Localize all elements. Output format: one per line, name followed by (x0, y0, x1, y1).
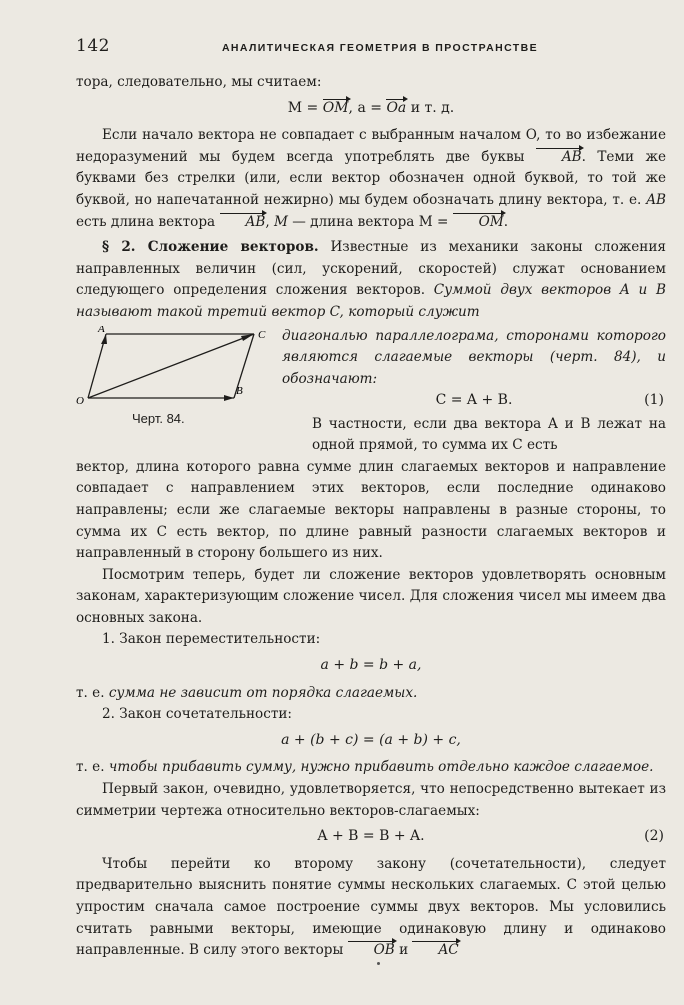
text-span: 2. Закон сочетательности: (102, 706, 293, 723)
formula-part: , a = (348, 99, 382, 116)
paragraph-collinear (76, 457, 666, 565)
length-m: M (273, 213, 288, 230)
law-1-meaning (76, 683, 666, 705)
paragraph-notation (76, 125, 666, 233)
text-span: тора, следовательно, мы считаем: (76, 74, 322, 90)
formula-vector-notation (76, 98, 666, 120)
text-span: т. е. (76, 759, 105, 776)
formula-1 (282, 390, 666, 412)
arrow-b (224, 395, 234, 401)
text-span: . (503, 213, 509, 230)
figure-caption: Черт. 84. (132, 410, 185, 426)
text-line (76, 72, 666, 94)
vector-ab: AB (220, 212, 266, 234)
law-2-title (76, 704, 666, 726)
equation-number: (1) (644, 392, 664, 409)
vector-om: OM (453, 212, 504, 234)
vector-ab: AB (536, 147, 582, 169)
definition-continued: диагональю параллелограма, сторонами которого являются слагаемые векторы (черт. 84), и обозначают: (282, 327, 666, 387)
print-speck (377, 962, 380, 965)
length-ab: AB (646, 191, 666, 208)
figure-block (76, 325, 666, 426)
label-c: C (258, 328, 266, 341)
figure-side-text (282, 326, 666, 412)
formula-associative: a + (b + c) = (a + b) + c, (281, 731, 461, 748)
text-span: . Теми же буквами без стрелки (или, если вектор обозначен одной буквой, то той же буквой, но напечатанной нежирно) мы будем обозначать длину вектора, т. е. (76, 148, 666, 208)
text-span: В частности, если два вектора A и B лежат на одной прямой, то сумма их C есть (312, 415, 666, 454)
equation-number: (2) (644, 828, 664, 845)
text-span: Чтобы перейти ко второму закону (сочетательности), следует предварительно выяснить понятие суммы нескольких слагаемых. С этой целью упростим сначала самое построение суммы двух векторов. Мы условились считать равными векторы, имеющие одинаковую длину и одинаково направленные. В силу этого векторы (76, 855, 666, 959)
text-span: вектор, длина которого равна сумме длин слагаемых векторов и направление совпадает с направлением этих векторов, если последние одинаково направлены; если же слагаемые векторы направлены в разные стороны, то сумма их C есть вектор, по длине равный разности слагаемых векторов и направленный в сторону большего из них. (76, 458, 666, 562)
definition-text: Суммой двух векторов A и B называют такой третий вектор C, который служит (76, 282, 666, 320)
page-header (76, 36, 650, 56)
text-span: Посмотрим теперь, будет ли сложение векторов удовлетворять основным законам, характеризующим сложение чисел. Для сложения чисел мы имеем два основных закона. (76, 566, 666, 626)
formula-2 (76, 826, 666, 848)
text-span: т. е. (76, 684, 105, 701)
diagonal-oc (88, 334, 254, 398)
parallelogram-diagram (76, 326, 276, 406)
label-o: O (76, 394, 84, 406)
formula-commutative: a + b = b + a, (320, 657, 422, 674)
paragraph-sum-construction (76, 854, 666, 962)
text-span: , (265, 213, 270, 230)
text-span: есть длина вектора (76, 213, 216, 230)
text-span: Если начало вектора не совпадает с выбранным началом O, то во избежание недоразумений мы будем всегда употреблять две буквы (76, 127, 666, 165)
vector-ac: AC (412, 940, 458, 962)
paragraph-laws (76, 565, 666, 630)
vector-ob: OB (348, 940, 395, 962)
paragraph-symmetry (76, 779, 666, 822)
text-span: — длина вектора M = (292, 213, 449, 230)
section-paragraph (76, 237, 666, 323)
label-a: A (98, 325, 105, 335)
formula-part: и т. д. (406, 99, 455, 116)
vector-oa: Oa (386, 98, 406, 120)
law-2-statement: чтобы прибавить сумму, нужно прибавить отдельно каждое слагаемое. (108, 759, 654, 776)
page-number: 142 (76, 36, 110, 56)
law-1-statement: сумма не зависит от порядка слагаемых. (108, 684, 418, 701)
formula-part: M = (287, 99, 319, 116)
text-span: 1. Закон переместительности: (102, 631, 321, 648)
arrow-a (101, 334, 107, 344)
page-body (76, 72, 666, 962)
formula-commutative-vectors: A + B = B + A. (317, 828, 425, 845)
formula-sum: C = A + B. (435, 392, 513, 409)
label-b: B (236, 384, 243, 397)
text-span: и (394, 942, 413, 959)
law-1-title (76, 629, 666, 651)
law-2-meaning (76, 757, 666, 779)
vector-om: OM (323, 98, 349, 120)
text-span: Известные из механики законы сложения направленных величин (сил, ускорений, скоростей) служат основанием следующего определения сложения векторов. (76, 239, 666, 299)
text-span: Первый закон, очевидно, удовлетворяется, что непосредственно вытекает из симметрии чертежа относительно векторов-слагаемых: (76, 781, 666, 819)
section-title: § 2. Сложение векторов. (102, 239, 319, 256)
running-head: АНАЛИТИЧЕСКАЯ ГЕОМЕТРИЯ В ПРОСТРАНСТВЕ (221, 42, 538, 54)
